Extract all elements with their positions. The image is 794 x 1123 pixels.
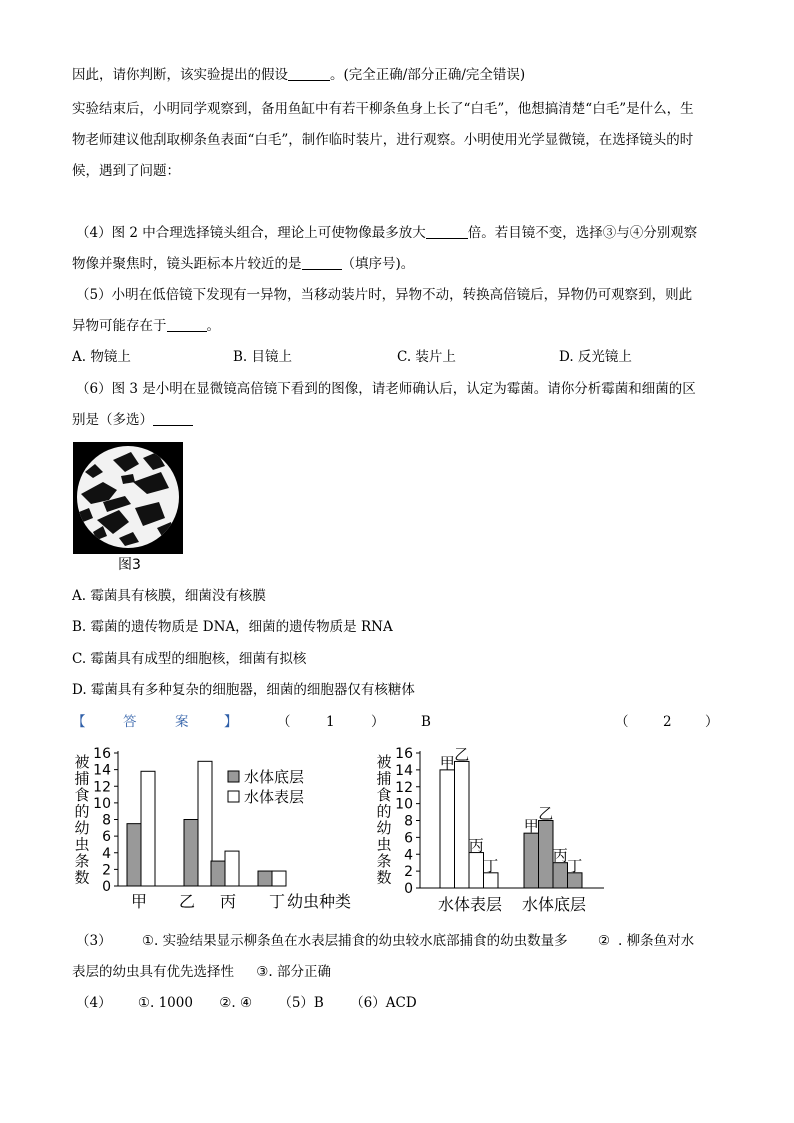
bar-bottom: [539, 821, 554, 889]
y-axis-label-char: 虫: [376, 835, 392, 854]
answer-1-close: ）: [371, 714, 385, 730]
bar-surface: [225, 851, 239, 886]
question-6-line-2: [72, 410, 193, 430]
bar-surface: [198, 761, 212, 886]
bar-data-label: 甲: [523, 817, 539, 836]
y-axis-label-char: 虫: [74, 835, 90, 854]
q6-option-a: A. 霉菌具有核膜，细菌没有核膜: [72, 588, 266, 604]
bar-surface: [141, 771, 155, 886]
question-5-line-1: （5）小明在低倍镜下发现有一异物，当移动装片时，异物不动，转换高倍镜后，异物仍可观察到，则此: [76, 287, 693, 303]
x-tick-label: 水体表层: [437, 895, 503, 914]
q6-option-c: C. 霉菌具有成型的细胞核，细菌有拟核: [72, 651, 307, 667]
hypothesis-text: 因此，请你判断，该实验提出的假设: [72, 67, 288, 83]
y-tick-label: 10: [93, 795, 111, 812]
answer-1-number: 1: [326, 714, 335, 730]
bar-data-label: 丙: [468, 836, 484, 855]
answer-3-text: . 实验结果显示柳条鱼在水表层捕食的幼虫较水底部捕食的幼虫数量多: [154, 933, 568, 949]
y-tick-label: 6: [102, 829, 111, 846]
bar-bottom: [524, 833, 539, 888]
circled-1-marker: ①: [137, 995, 150, 1011]
answer-3-number: （3）: [76, 933, 112, 949]
bar-data-label: 乙: [538, 804, 554, 823]
y-tick-label: 4: [102, 845, 111, 862]
bar-bottom: [127, 824, 141, 886]
x-tick-label: 乙: [178, 892, 196, 911]
answer-3-line-1: [76, 931, 694, 951]
y-axis-label-char: 条: [74, 852, 90, 870]
y-tick-label: 2: [102, 862, 111, 879]
bar-data-label: 乙: [454, 745, 470, 764]
answer-2-number: 2: [663, 714, 672, 730]
q6-option-b: B. 霉菌的遗传物质是 DNA，细菌的遗传物质是 RNA: [72, 619, 393, 635]
question-5-line-2: [72, 316, 220, 336]
y-axis-label-char: 数: [74, 868, 90, 887]
y-tick-label: 16: [395, 746, 413, 762]
x-tick-label: 丙: [219, 892, 237, 911]
q5-option-d: D. 反光镜上: [559, 349, 632, 365]
circled-1-marker: ①: [141, 933, 154, 949]
paragraph-line: 物老师建议他刮取柳条鱼表面“白毛”，制作临时装片，进行观察。小明使用光学显微镜，在选择镜头的时: [72, 132, 694, 148]
x-tick-label: 甲: [130, 892, 148, 911]
answer-bracket-open: 【: [72, 714, 86, 730]
x-axis-label: 幼虫种类: [287, 892, 352, 911]
question-6-line-1: （6）图 3 是小明在显微镜高倍镜下看到的图像，请老师确认后，认定为霉菌。请你分析霉菌和细菌的区: [76, 381, 696, 397]
y-tick-label: 4: [404, 847, 413, 864]
circled-3-marker: ③: [256, 964, 269, 980]
bar-surface: [272, 871, 286, 886]
y-axis-label-char: 幼: [376, 819, 392, 837]
y-tick-label: 14: [395, 762, 413, 779]
x-tick-label: 丁: [268, 892, 286, 911]
question-4-text: 物像并聚焦时，镜头距标本片较近的是: [72, 256, 302, 272]
y-tick-label: 0: [404, 881, 413, 897]
answer-char-1: 答: [123, 714, 137, 730]
answer-blank: [288, 66, 330, 81]
bar-surface: [440, 770, 455, 888]
y-axis-label-char: 的: [376, 802, 392, 821]
bar-data-label: 丁: [567, 856, 583, 875]
y-axis-label-char: 的: [74, 802, 90, 821]
answer-blank: [426, 224, 468, 239]
bar-data-label: 丁: [483, 856, 499, 875]
y-axis-label-char: 数: [376, 868, 392, 887]
question-5-text: 异物可能存在于: [72, 318, 167, 334]
bar-bottom: [568, 873, 583, 888]
question-6-text: 别是（多选）: [72, 412, 153, 428]
hypothesis-line: [72, 65, 525, 85]
answer-4-6-line: [76, 993, 417, 1013]
y-axis-label-char: 捕: [74, 769, 90, 788]
q5-option-a: A. 物镜上: [72, 349, 131, 365]
answer-blank: [153, 411, 193, 426]
q5-option-b: B. 目镜上: [233, 349, 293, 365]
y-axis-label-char: 被: [376, 753, 392, 771]
figure-3-label: 图3: [118, 557, 141, 573]
answer-3-text: . 部分正确: [268, 964, 331, 980]
question-4-text: （填序号)。: [341, 256, 415, 272]
paragraph-line: 候，遇到了问题：: [72, 163, 180, 179]
y-tick-label: 8: [404, 813, 413, 830]
paragraph-line: 实验结束后，小明同学观察到，备用鱼缸中有若干柳条鱼身上长了“白毛”，他想搞清楚“白毛”是什么，生: [72, 101, 694, 117]
answer-6: （6）ACD: [350, 995, 417, 1011]
answer-3-text: . 柳条鱼对水: [618, 933, 695, 949]
answer-4-value-2: . ④: [231, 995, 253, 1011]
answer-2-open: （: [615, 714, 629, 730]
y-tick-label: 6: [404, 830, 413, 847]
answer-char-2: 案: [175, 714, 189, 730]
q5-option-c: C. 装片上: [397, 349, 456, 365]
answer-1-open: （: [277, 714, 291, 730]
legend-label: 水体表层: [244, 788, 305, 806]
x-tick-label: 水体底层: [521, 895, 587, 914]
answer-5: （5）B: [278, 995, 324, 1011]
y-tick-label: 12: [395, 779, 413, 796]
bar-surface: [455, 761, 470, 888]
circled-2-marker: ②: [219, 995, 232, 1011]
y-tick-label: 12: [93, 779, 111, 796]
y-tick-label: 16: [93, 746, 111, 762]
y-tick-label: 10: [395, 796, 413, 813]
bar-chart-by-larva-species: [72, 745, 362, 915]
q6-option-d: D. 霉菌具有多种复杂的细胞器，细菌的细胞器仅有核糖体: [72, 682, 415, 698]
question-4-line-2: [72, 254, 414, 274]
y-axis-label-char: 被: [74, 753, 90, 771]
bar-data-label: 丙: [552, 846, 568, 865]
bar-chart-by-water-layer: [374, 745, 604, 915]
hypothesis-options: 。(完全正确/部分正确/完全错误): [330, 67, 526, 83]
y-tick-label: 0: [102, 879, 111, 895]
answer-3-text: 表层的幼虫具有优先选择性: [72, 964, 234, 980]
y-axis-label-char: 幼: [74, 819, 90, 837]
y-tick-label: 14: [93, 762, 111, 779]
circled-2-marker: ②: [597, 933, 610, 949]
bar-bottom: [184, 820, 198, 887]
y-axis-label-char: 条: [376, 852, 392, 870]
answer-bracket-close: 】: [224, 714, 238, 730]
question-5-text: 。: [206, 318, 220, 334]
bar-surface: [484, 873, 499, 888]
question-4-text: （4）图 2 中合理选择镜头组合，理论上可使物像最多放大: [76, 225, 426, 241]
answer-blank: [167, 317, 207, 332]
answer-4-number: （4）: [76, 995, 112, 1011]
legend-swatch: [228, 771, 239, 782]
answer-1-value: B: [421, 714, 431, 730]
question-4-line-1: [76, 223, 697, 243]
question-4-text: 倍。若目镜不变，选择③与④分别观察: [467, 225, 698, 241]
legend-label: 水体底层: [244, 768, 305, 786]
bar-data-label: 甲: [439, 753, 455, 772]
y-tick-label: 8: [102, 812, 111, 829]
bar-bottom: [258, 871, 272, 886]
y-tick-label: 2: [404, 864, 413, 881]
answer-2-close: ）: [705, 714, 719, 730]
y-axis-label-char: 食: [376, 786, 392, 804]
answer-4-value-1: . 1000: [150, 995, 193, 1011]
y-axis-label-char: 捕: [376, 769, 392, 788]
mold-micrograph-image: [73, 442, 183, 554]
bar-bottom: [211, 861, 225, 886]
bar-bottom: [553, 863, 568, 888]
y-axis-label-char: 食: [74, 786, 90, 804]
answer-blank: [302, 255, 342, 270]
legend-swatch: [228, 791, 239, 802]
answer-3-line-2: [72, 962, 331, 982]
bar-surface: [469, 853, 484, 888]
